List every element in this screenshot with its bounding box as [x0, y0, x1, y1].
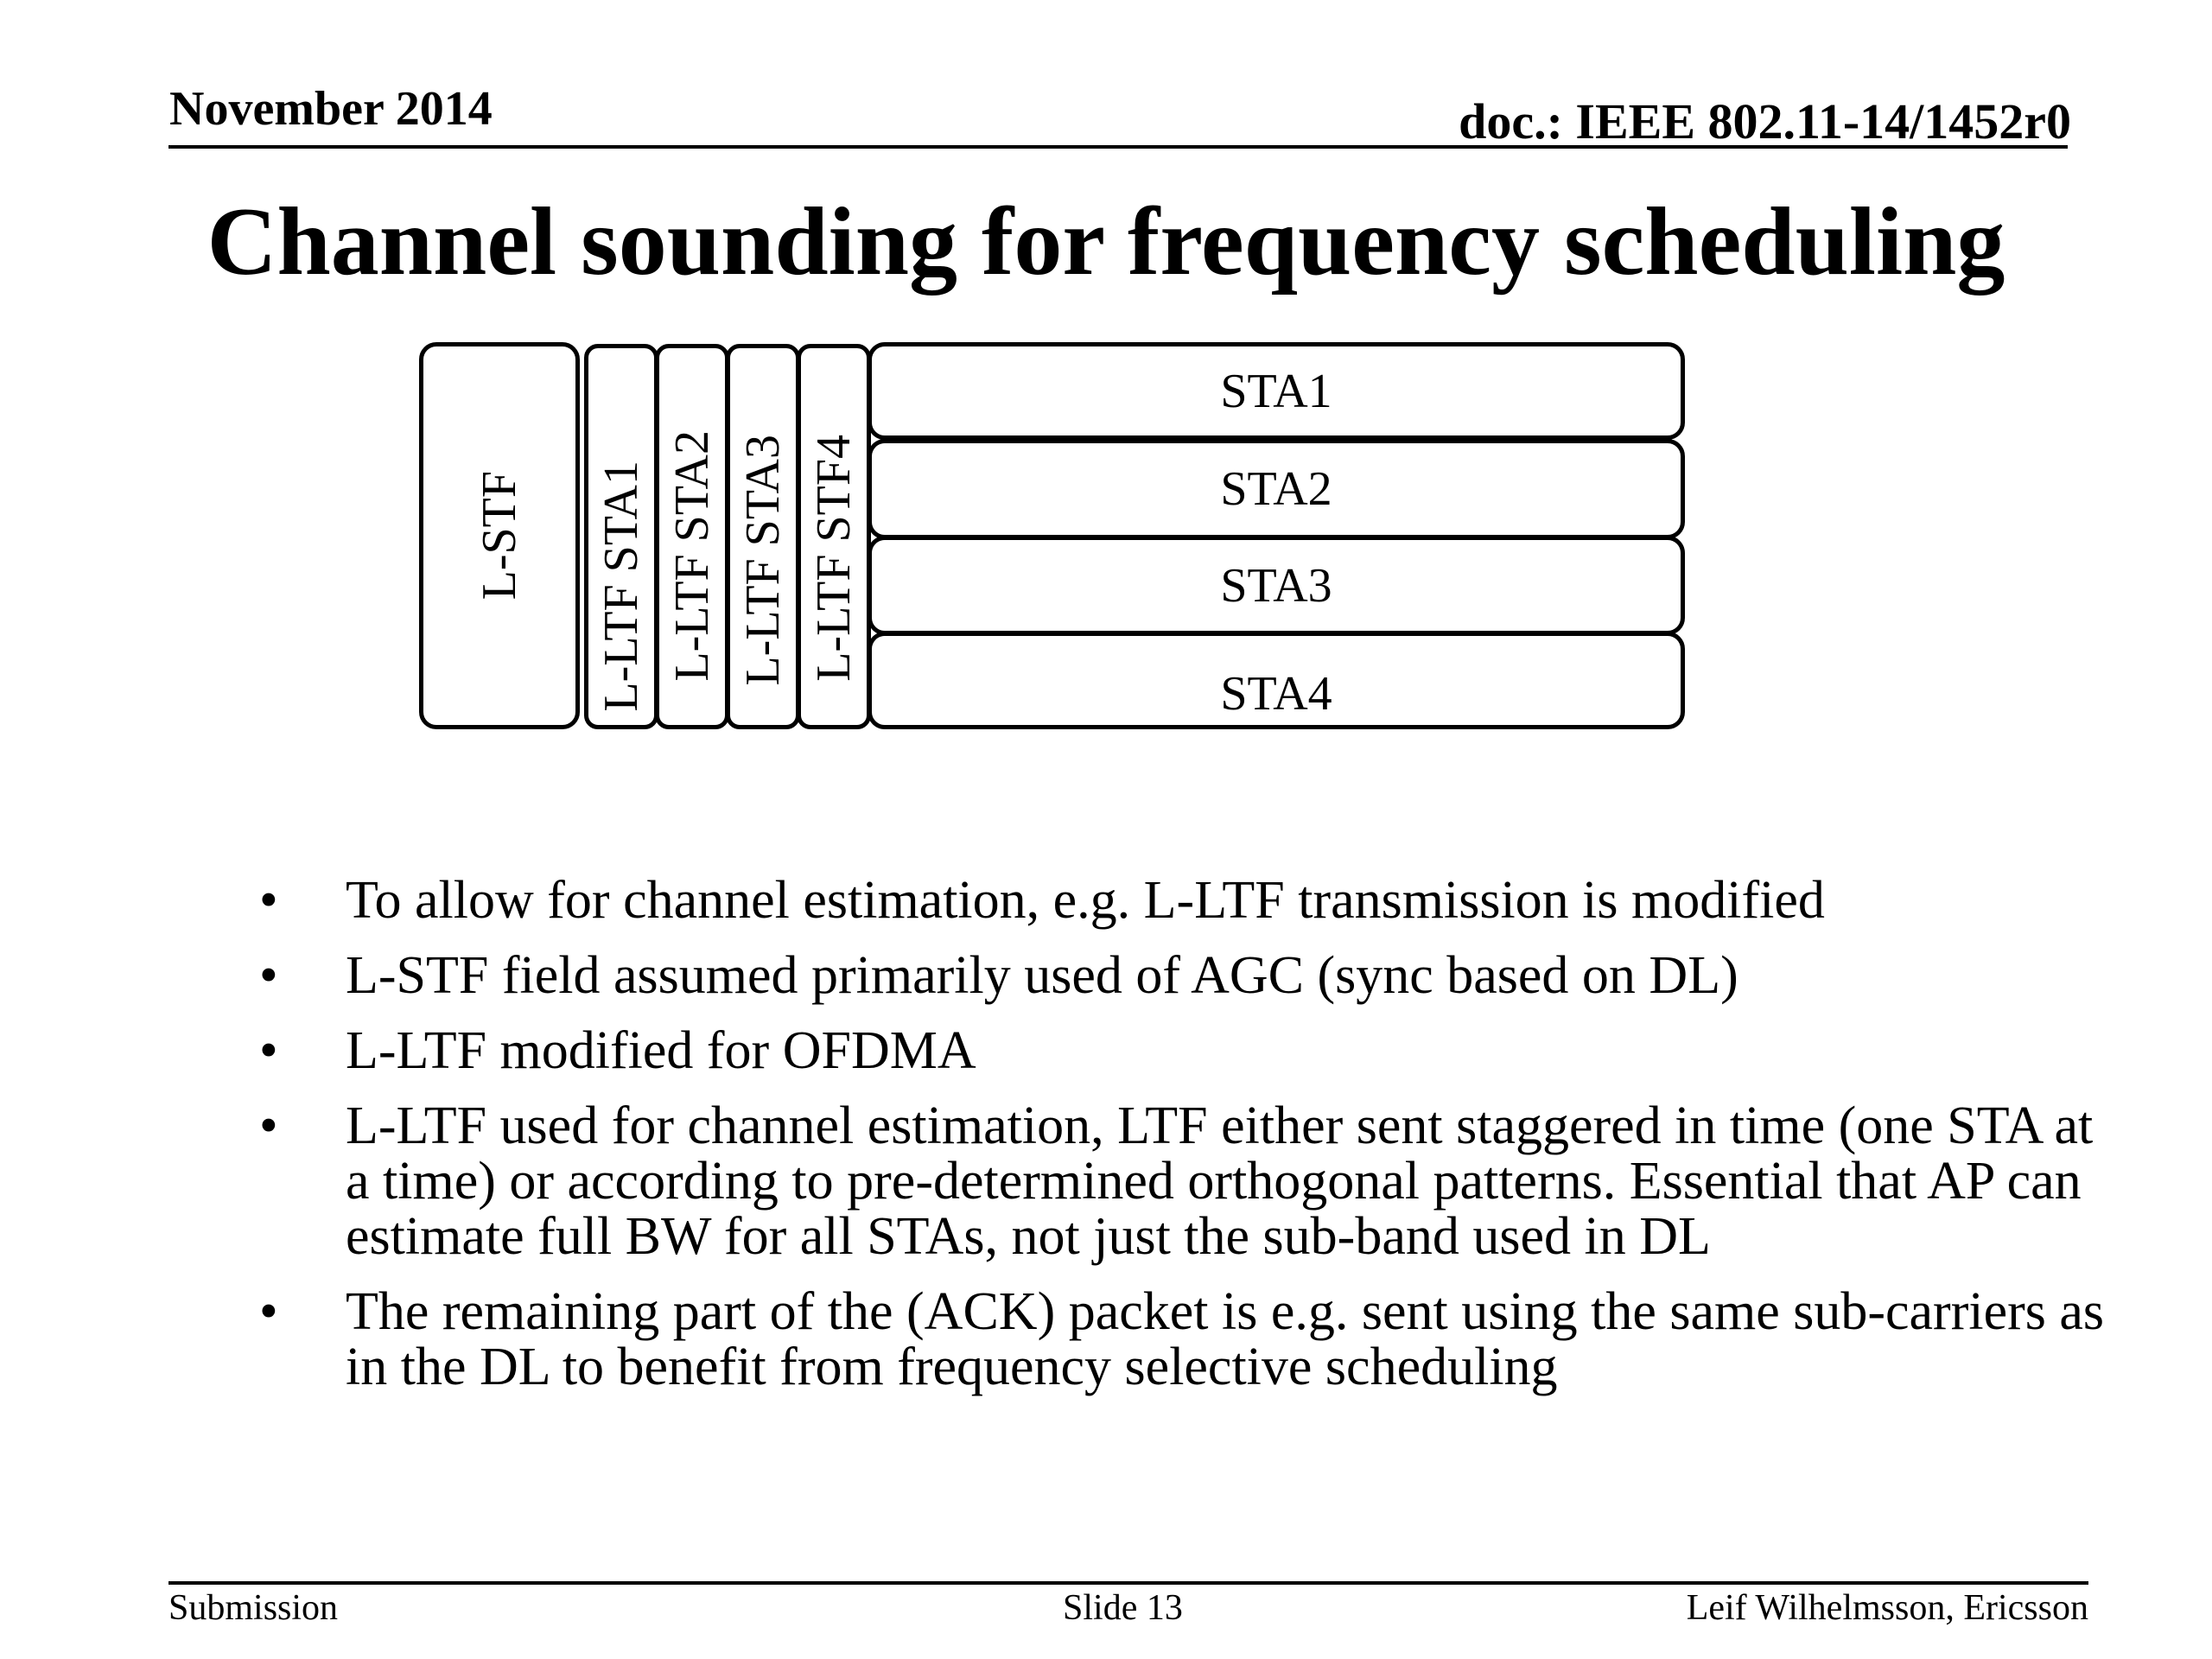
sta1-label: STA1	[1220, 364, 1332, 418]
sta2-field	[868, 439, 1685, 539]
lltf-field-2	[655, 344, 729, 729]
lltf-field-4	[797, 344, 871, 729]
footer-author: Leif Wilhelmsson, Ericsson	[1686, 1588, 2088, 1628]
lstf-label: L-STF	[473, 471, 526, 601]
lltf-field-1	[584, 344, 658, 729]
sta2-label: STA2	[1220, 462, 1332, 516]
lltf-label-2: L-LTF STA2	[665, 430, 719, 682]
slide-title: Channel sounding for frequency scheduling	[207, 188, 2005, 296]
bullet-item	[259, 948, 2108, 1003]
bullet-dot: •	[259, 1021, 278, 1080]
bullet-dot: •	[259, 946, 278, 1005]
lstf-field	[419, 342, 580, 729]
bullet-list	[259, 873, 2108, 1414]
sta4-label: STA4	[1220, 666, 1332, 721]
bullet-text: L-STF field assumed primarily used of AGC (sync based on DL)	[346, 946, 1738, 1005]
bullet-item	[259, 1023, 2108, 1078]
header-doc-id: doc.: IEEE 802.11-14/1452r0	[1459, 93, 2071, 149]
bullet-dot: •	[259, 1282, 278, 1341]
header-date: November 2014	[169, 82, 493, 136]
sta1-field	[868, 342, 1685, 440]
bullet-dot: •	[259, 871, 278, 930]
lltf-label-1: L-LTF STA1	[594, 461, 648, 712]
bullet-text: To allow for channel estimation, e.g. L-LTF transmission is modified	[346, 871, 1825, 930]
bullet-item	[259, 1098, 2108, 1264]
sta3-label: STA3	[1220, 558, 1332, 613]
sta4-field	[868, 632, 1685, 729]
bullet-dot: •	[259, 1096, 278, 1155]
footer-submission: Submission	[168, 1588, 339, 1628]
bullet-item	[259, 873, 2108, 928]
header-rule	[168, 145, 2068, 149]
footer-rule	[168, 1581, 2088, 1585]
lltf-label-4: L-LTF STF4	[807, 435, 861, 682]
bullet-text: L-LTF used for channel estimation, LTF either sent staggered in time (one STA at a time) or according to pre-determined orthogonal patterns. Essential that AP can estimate full BW for all STAs, not just the sub-band used in DL	[346, 1096, 2094, 1266]
bullet-text: L-LTF modified for OFDMA	[346, 1021, 976, 1080]
lltf-field-3	[726, 344, 800, 729]
bullet-text: The remaining part of the (ACK) packet is e.g. sent using the same sub-carriers as in the DL to benefit from frequency selective scheduling	[346, 1282, 2105, 1396]
footer-slide-number: Slide 13	[1063, 1588, 1183, 1628]
lltf-label-3: L-LTF STA3	[736, 435, 790, 686]
sta3-field	[868, 536, 1685, 635]
bullet-item	[259, 1284, 2108, 1395]
